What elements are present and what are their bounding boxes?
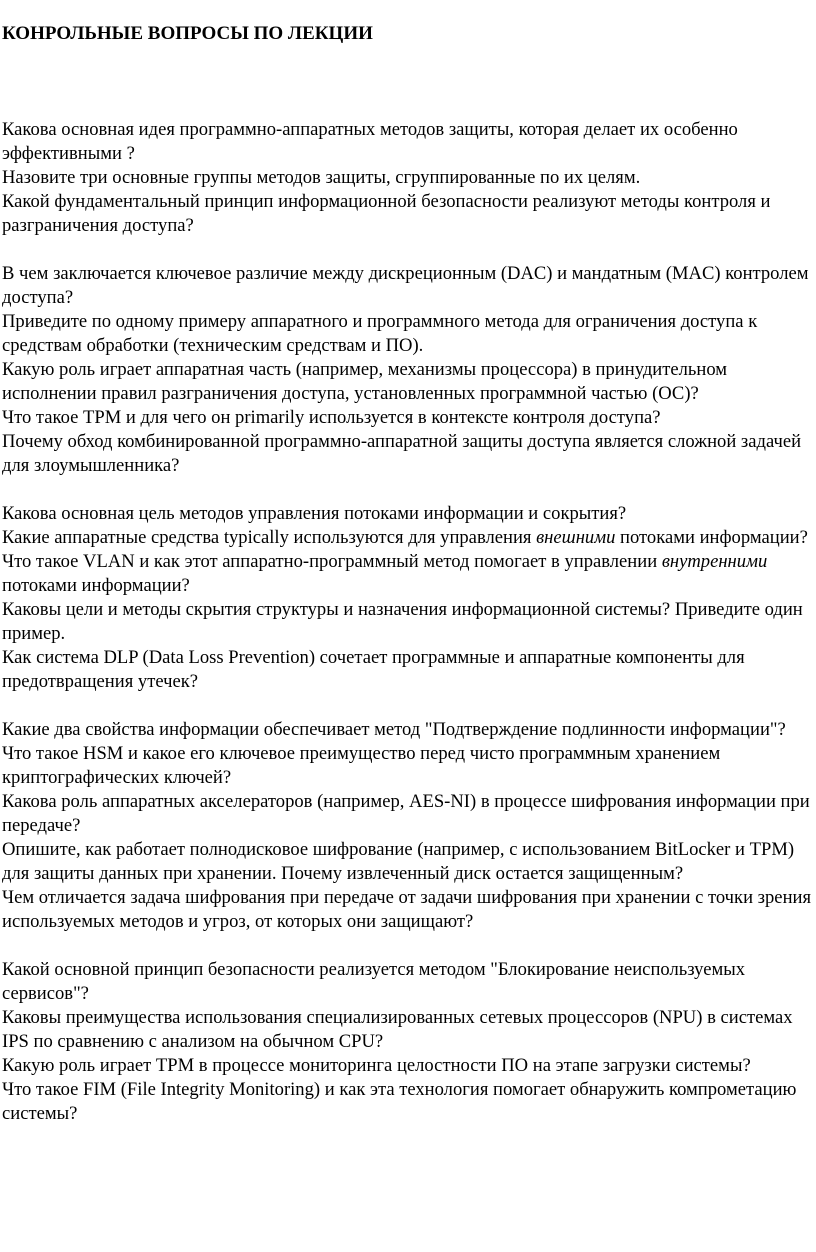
question-item: Что такое TPM и для чего он primarily используется в контексте контроля доступа? [2, 407, 661, 428]
question-sections [2, 118, 816, 1126]
question-item: Какую роль играет аппаратная часть (например, механизмы процессора) в принудительном исполнении правил разграничения доступа, установленных программной частью (ОС)? [2, 359, 728, 404]
question-item: Каковы преимущества использования специализированных сетевых процессоров (NPU) в системах IPS по сравнению с анализом на обычном CPU? [2, 1007, 793, 1052]
question-item: Каковы цели и методы скрытия структуры и назначения информационной системы? Приведите один пример. [2, 599, 803, 644]
question-section [2, 118, 816, 238]
question-item: Какова основная цель методов управления потоками информации и сокрытия? [2, 503, 627, 524]
question-text: потоками информации? [2, 575, 190, 596]
question-item: Какие два свойства информации обеспечивает метод "Подтверждение подлинности информации"? [2, 719, 786, 740]
question-item [2, 550, 816, 598]
question-item: Какой фундаментальный принцип информационной безопасности реализуют методы контроля и разграничения доступа? [2, 191, 771, 236]
question-item: Какова роль аппаратных акселераторов (например, AES-NI) в процессе шифрования информации при передаче? [2, 791, 810, 836]
question-item: Какой основной принцип безопасности реализуется методом "Блокирование неиспользуемых сервисов"? [2, 959, 746, 1004]
question-item: Как система DLP (Data Loss Prevention) сочетает программные и аппаратные компоненты для предотвращения утечек? [2, 647, 745, 692]
question-item: Какова основная идея программно-аппаратных методов защиты, которая делает их особенно эффективными ? [2, 119, 738, 164]
question-section [2, 718, 816, 934]
question-emphasis: внешними [536, 527, 616, 548]
question-item [2, 526, 816, 550]
question-item: В чем заключается ключевое различие между дискреционным (DAC) и мандатным (MAC) контролем доступа? [2, 263, 809, 308]
question-item: Что такое HSM и какое его ключевое преимущество перед чисто программным хранением криптографических ключей? [2, 743, 721, 788]
question-text: Что такое VLAN и как этот аппаратно-программный метод помогает в управлении [2, 551, 662, 572]
question-item: Какую роль играет TPM в процессе мониторинга целостности ПО на этапе загрузки системы? [2, 1055, 751, 1076]
question-item: Назовите три основные группы методов защиты, сгруппированные по их целям. [2, 167, 641, 188]
question-section [2, 958, 816, 1126]
question-text: Какие аппаратные средства typically используются для управления [2, 527, 537, 548]
question-item: Приведите по одному примеру аппаратного и программного метода для ограничения доступа к средствам обработки (техническим средствам и ПО). [2, 311, 758, 356]
question-emphasis: внутренними [661, 551, 768, 572]
question-item: Чем отличается задача шифрования при передаче от задачи шифрования при хранении с точки зрения используемых методов и угроз, от которых они защищают? [2, 887, 812, 932]
question-item: Опишите, как работает полнодисковое шифрование (например, с использованием BitLocker и TPM) для защиты данных при хранении. Почему извлеченный диск остается защищенным? [2, 839, 795, 884]
question-item: Что такое FIM (File Integrity Monitoring) и как эта технология помогает обнаружить компрометацию системы? [2, 1079, 797, 1124]
question-item: Почему обход комбинированной программно-аппаратной защиты доступа является сложной задачей для злоумышленника? [2, 431, 802, 476]
question-section [2, 502, 816, 694]
question-text: потоками информации? [615, 527, 808, 548]
page-title: КОНРОЛЬНЫЕ ВОПРОСЫ ПО ЛЕКЦИИ [2, 23, 373, 44]
question-section [2, 262, 816, 478]
